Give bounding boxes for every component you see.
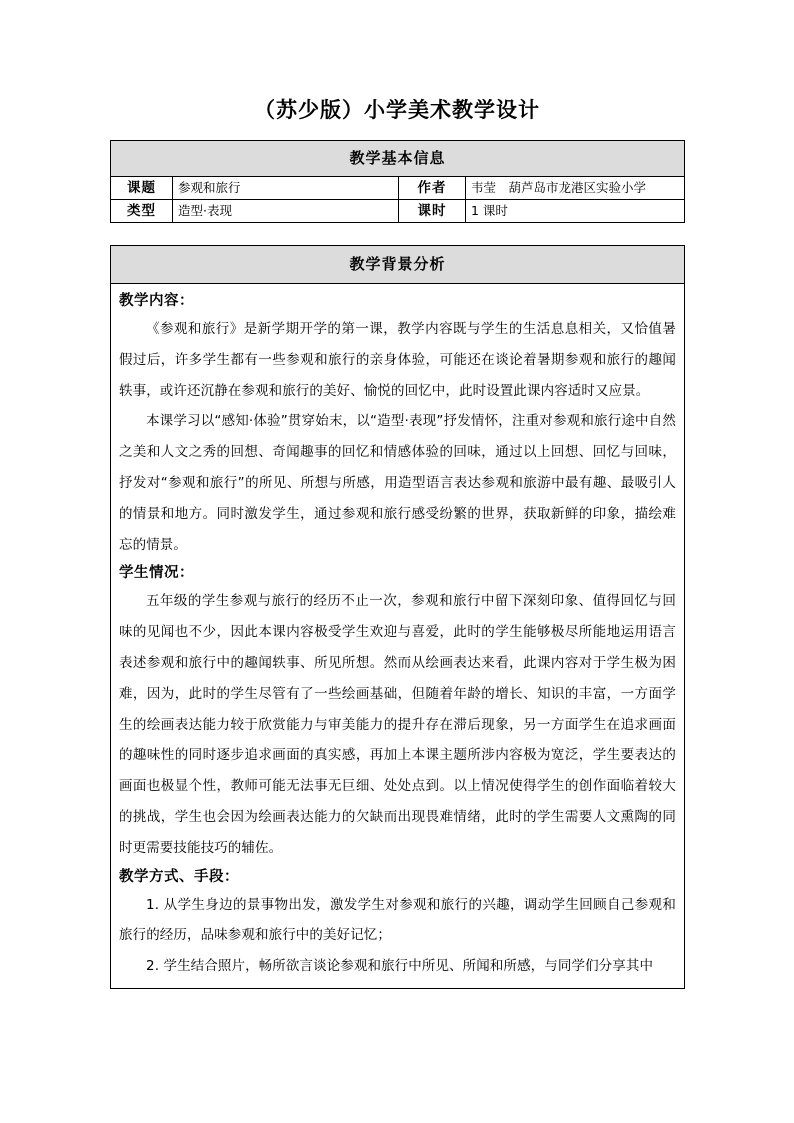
periods-value: 1 课时 [466, 200, 685, 223]
paragraph: 《参观和旅行》是新学期开学的第一课，教学内容既与学生的生活息息相关，又恰值暑假过后，许多学生都有一些参观和旅行的亲身体验，可能还在谈论着暑期参观和旅行的趣闻轶事，或许还沉静在参观和旅行的美好、愉悦的回忆中，此时设置此课内容适时又应景。 [119, 321, 676, 399]
table-row [111, 200, 685, 223]
section-heading-content: 教学内容： [119, 293, 194, 309]
periods-label: 课时 [399, 200, 466, 223]
author-label: 作者 [399, 177, 466, 200]
paragraph: 五年级的学生参观与旅行的经历不止一次，参观和旅行中留下深刻印象、值得回忆与回味的见闻也不少，因此本课内容极受学生欢迎与喜爱，此时的学生能够极尽所能地运用语言表述参观和旅行中的趣闻轶事、所见所想。然而从绘画表达来看，此课内容对于学生极为困难，因为，此时的学生尽管有了一些绘画基础，但随着年龄的增长、知识的丰富，一方面学生的绘画表达能力较于欣赏能力与审美能力的提升存在滞后现象，另一方面学生在追求画面的趣味性的同时逐步追求画面的真实感，再加上本课主题所涉内容极为宽泛，学生要表达的画面也极显个性，教师可能无法事无巨细、处处点到。以上情况使得学生的创作面临着较大的挑战，学生也会因为绘画表达能力的欠缺而出现畏难情绪，此时的学生需要人文熏陶的同时更需要技能技巧的辅佐。 [119, 593, 676, 856]
topic-value: 参观和旅行 [173, 177, 399, 200]
basic-info-table [110, 140, 685, 223]
background-analysis-table [110, 245, 685, 989]
table-row [111, 246, 685, 284]
background-band-title: 教学背景分析 [111, 246, 685, 284]
section-heading-methods: 教学方式、手段： [119, 868, 239, 885]
background-body [111, 284, 685, 989]
table-row [111, 284, 685, 989]
basic-info-band-title: 教学基本信息 [111, 141, 685, 177]
table-row [111, 177, 685, 200]
list-item: 1. 从学生身边的景事物出发，激发学生对参观和旅行的兴趣，调动学生回顾自己参观和旅行的经历，品味参观和旅行中的美好记忆； [119, 896, 676, 944]
table-row [111, 141, 685, 177]
topic-label: 课题 [111, 177, 173, 200]
list-item: 2. 学生结合照片，畅所欲言谈论参观和旅行中所见、所闻和所感，与同学们分享其中 [146, 958, 654, 975]
paragraph: 本课学习以“感知·体验”贯穿始末，以“造型·表现”抒发情怀，注重对参观和旅行途中自然之美和人文之秀的回想、奇闻趣事的回忆和情感体验的回味，通过以上回想、回忆与回味，抒发对“参观和旅行”的所见、所想与所感，用造型语言表达参观和旅游中最有趣、最吸引人的情景和地方。同时激发学生，通过参观和旅行感受纷繁的世界，获取新鲜的印象，描绘难忘的情景。 [119, 413, 676, 553]
document-title: （苏少版）小学美术教学设计 [254, 98, 540, 122]
type-label: 类型 [111, 200, 173, 223]
section-heading-students: 学生情况： [119, 565, 194, 582]
author-value: 韦莹 葫芦岛市龙港区实验小学 [466, 177, 685, 200]
type-value: 造型·表现 [173, 200, 399, 223]
